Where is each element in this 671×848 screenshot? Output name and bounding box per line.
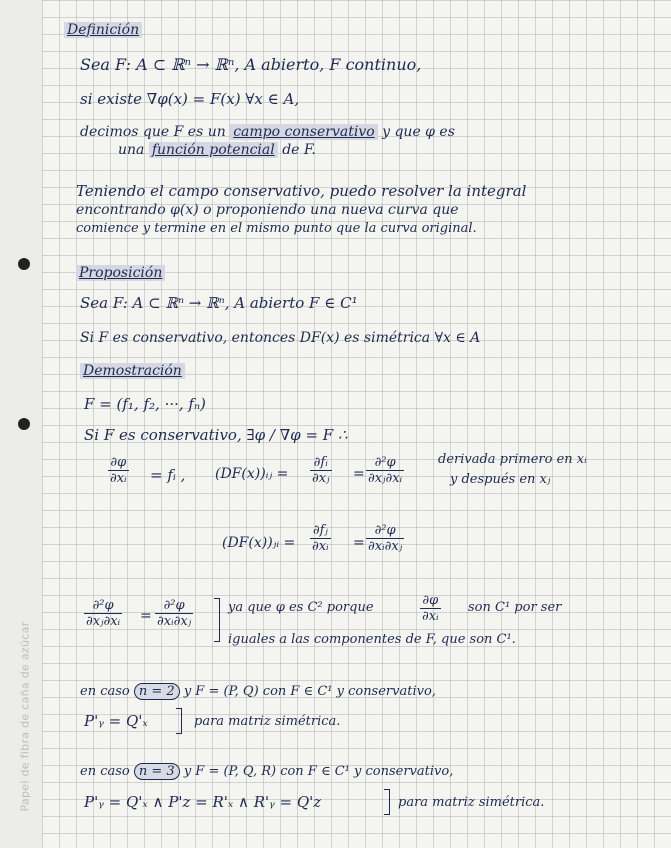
case3-n-badge: n = 3 xyxy=(134,763,180,780)
demostracion-line-1: F = (f₁, f₂, ···, fₙ) xyxy=(84,395,206,413)
closing-bracket xyxy=(176,708,182,734)
definicion-line-1: Sea F: A ⊂ ℝⁿ → ℝⁿ, A abierto, F continuo, xyxy=(80,55,422,74)
definicion-heading: Definición xyxy=(64,22,142,38)
closing-bracket xyxy=(214,598,220,642)
proposicion-heading: Proposición xyxy=(76,265,165,281)
equals-sign: = xyxy=(353,535,365,551)
fraction-dphi-dxi-small: $\frac{\partial\varphi}{\text{∂xᵢ}}$ xyxy=(422,593,439,624)
definicion-line-2: si existe ∇φ(x) = F(x) ∀x ∈ A, xyxy=(80,90,300,108)
fraction-mixed-a: $\frac{\text{∂²φ}}{\text{∂xⱼ∂xᵢ}}$ xyxy=(86,598,121,629)
fraction-dfj-dxi: $\frac{\text{∂fⱼ}}{\text{∂xᵢ}}$ xyxy=(312,523,329,554)
paper-watermark: Papel de fibra de caña de azúcar xyxy=(18,621,32,812)
case2-equation: P'ᵧ = Q'ₓ xyxy=(84,712,148,730)
case2-tail: para matriz simétrica. xyxy=(194,714,341,729)
paragraph-line-1: Teniendo el campo conservativo, puedo resolver la integral xyxy=(76,182,527,200)
eq2-lhs: (DF(x))ᵢⱼ = xyxy=(215,466,289,482)
fraction-dphi-dxi: $\frac{\partial\varphi}{\text{∂xᵢ}}$ xyxy=(110,455,127,486)
proposicion-line-1: Sea F: A ⊂ ℝⁿ → ℝⁿ, A abierto F ∈ C¹ xyxy=(80,294,358,312)
fraction-mixed-b: $\frac{\text{∂²φ}}{\text{∂xᵢ∂xⱼ}}$ xyxy=(157,598,192,629)
term-funcion-potencial: función potencial xyxy=(149,142,278,158)
eq3-lhs: (DF(x))ⱼᵢ = xyxy=(222,535,296,551)
definicion-line-3: decimos que F es un campo conservativo y que φ es xyxy=(80,124,455,140)
eq4-text-b: son C¹ por ser xyxy=(468,600,562,615)
equals-sign: = xyxy=(140,608,152,624)
derivative-note-2: y después en xⱼ xyxy=(450,472,551,487)
eq4-text-a: ya que φ es C² porque xyxy=(228,600,374,615)
fraction-dfi-dxj: $\frac{\text{∂fᵢ}}{\text{∂xⱼ}}$ xyxy=(312,455,330,486)
derivative-note-1: derivada primero en xᵢ xyxy=(438,452,587,467)
paragraph-line-2: encontrando φ(x) o proponiendo una nueva curva que xyxy=(76,202,459,218)
case3-tail: para matriz simétrica. xyxy=(398,795,545,810)
eq4-text-c: iguales a las componentes de F, que son C¹. xyxy=(228,632,516,647)
definicion-line-4: una función potencial de F. xyxy=(118,142,316,158)
binder-hole xyxy=(18,258,30,270)
demostracion-line-2: Si F es conservativo, ∃φ / ∇φ = F ∴ xyxy=(84,426,348,444)
paragraph-line-3: comience y termine en el mismo punto que la curva original. xyxy=(76,221,477,236)
demostracion-heading: Demostración xyxy=(80,363,185,379)
proposicion-line-2: Si F es conservativo, entonces DF(x) es simétrica ∀x ∈ A xyxy=(80,330,481,346)
fraction-d2phi-dxjdxi: $\frac{\text{∂²φ}}{\text{∂xⱼ∂xᵢ}}$ xyxy=(368,455,403,486)
case3-equation: P'ᵧ = Q'ₓ ∧ P'z = R'ₓ ∧ R'ᵧ = Q'z xyxy=(84,793,322,811)
fraction-d2phi-dxidxj: $\frac{\text{∂²φ}}{\text{∂xᵢ∂xⱼ}}$ xyxy=(368,523,403,554)
eq1-rhs: = fᵢ , xyxy=(150,466,186,484)
closing-bracket xyxy=(384,789,390,815)
case2-line: en caso n = 2 y F = (P, Q) con F ∈ C¹ y conservativo, xyxy=(80,684,436,699)
case3-line: en caso n = 3 y F = (P, Q, R) con F ∈ C¹ y conservativo, xyxy=(80,764,454,779)
term-campo-conservativo: campo conservativo xyxy=(230,124,377,140)
case2-n-badge: n = 2 xyxy=(134,683,180,700)
equals-sign: = xyxy=(353,466,365,482)
binder-hole xyxy=(18,418,30,430)
